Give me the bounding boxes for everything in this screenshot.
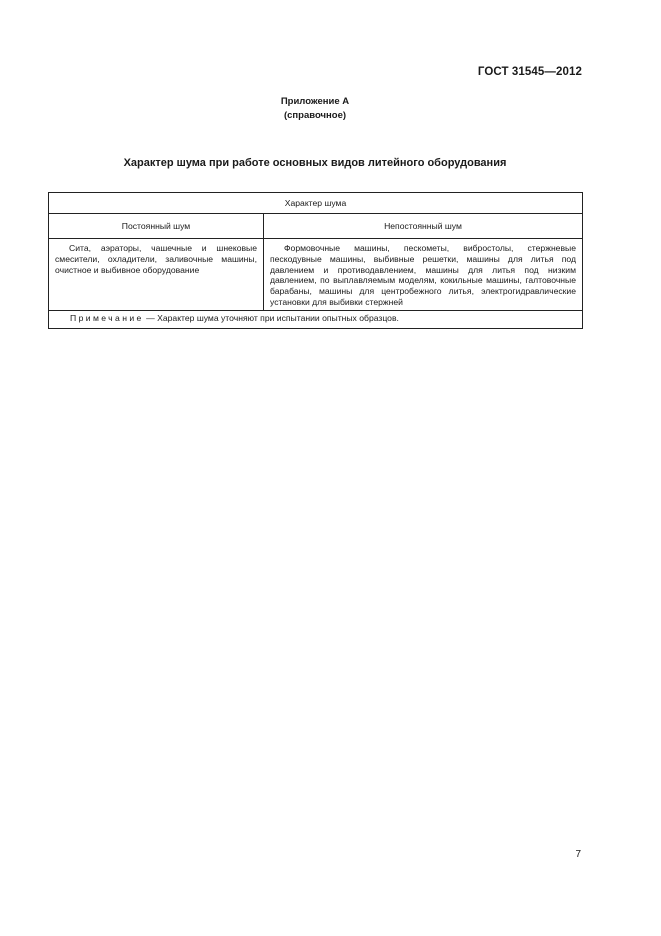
column-header-constant: Постоянный шум — [49, 214, 264, 239]
note-text: — Характер шума уточняют при испытании опытных образцов. — [143, 312, 399, 323]
standard-code: ГОСТ 31545—2012 — [477, 66, 582, 78]
table-title: Характер шума при работе основных видов литейного оборудования — [123, 157, 507, 169]
table-note — [49, 310, 583, 328]
cell-constant-noise: Сита, аэраторы, чашечные и шнековые смесители, охладители, заливочные машины, очистное и выбивное оборудование — [49, 239, 264, 311]
page-number: 7 — [575, 849, 581, 860]
annex-heading — [0, 95, 630, 123]
table-note-row — [49, 310, 583, 328]
noise-table — [48, 192, 583, 329]
cell-variable-noise: Формовочные машины, пескометы, вибростолы, стержневые пескодувные машины, выбивные решетки, машины для литья под давлением и противодавлением, машины для литья под низким давлением, по выплавляемым моделям, кокильные машины, галтовочные барабаны, машины для центробежного литья, электрогидравлические установки для выбивки стержней — [264, 239, 583, 311]
group-header-cell: Характер шума — [49, 193, 583, 214]
table-column-header-row — [49, 214, 583, 239]
note-label: Примечание — [70, 312, 144, 323]
table-group-header-row — [49, 193, 583, 214]
annex-title: Приложение А — [280, 96, 350, 107]
column-header-variable: Непостоянный шум — [264, 214, 583, 239]
annex-subtitle: (справочное) — [283, 110, 347, 121]
table-row — [49, 239, 583, 311]
